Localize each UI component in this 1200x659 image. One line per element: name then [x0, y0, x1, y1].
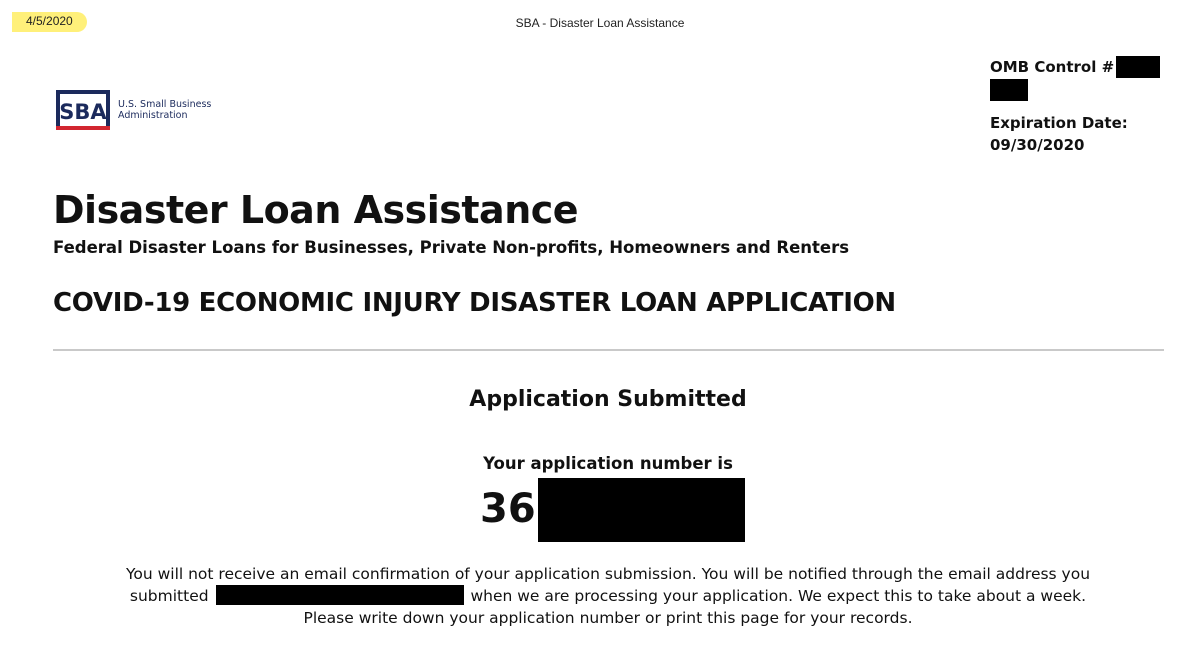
- notice-text-part1: You will not receive an email confirmation of your application submission. You will be notified through the email address you submitted: [125, 565, 1091, 605]
- redaction-block: [538, 478, 745, 542]
- divider: [53, 349, 1164, 351]
- expiration-label: Expiration Date:: [990, 114, 1128, 132]
- sba-logo-line1: U.S. Small Business: [118, 99, 212, 110]
- application-heading: COVID-19 ECONOMIC INJURY DISASTER LOAN APPLICATION: [53, 288, 896, 318]
- confirmation-notice: [100, 563, 1116, 629]
- omb-info: [990, 56, 1190, 156]
- page-title: Disaster Loan Assistance: [53, 188, 579, 232]
- notice-text-part2: when we are processing your application. We expect this to take about a week.: [470, 587, 1087, 605]
- print-date: 4/5/2020: [12, 12, 87, 32]
- print-page-title: SBA - Disaster Loan Assistance: [515, 16, 685, 30]
- sba-logo-icon: [54, 88, 112, 132]
- redaction-block: [1116, 56, 1160, 78]
- redaction-block: [990, 79, 1028, 101]
- redaction-block: [216, 585, 464, 605]
- sba-logo-text: [118, 99, 211, 121]
- sba-logo-line2: Administration: [118, 110, 188, 121]
- sba-logo-mark-text: SBA: [59, 100, 107, 124]
- omb-control-line: [990, 56, 1190, 78]
- application-number: [480, 478, 745, 542]
- omb-control-label: OMB Control #: [990, 58, 1115, 76]
- page-subtitle: Federal Disaster Loans for Businesses, Private Non-profits, Homeowners and Renters: [53, 238, 850, 257]
- submitted-heading: Application Submitted: [469, 387, 747, 412]
- sba-logo[interactable]: [54, 88, 211, 132]
- application-number-visible: 36: [480, 486, 536, 532]
- application-number-label: Your application number is: [483, 454, 733, 473]
- notice-text-part3: Please write down your application number or print this page for your records.: [303, 609, 913, 627]
- expiration-date: 09/30/2020: [990, 136, 1085, 154]
